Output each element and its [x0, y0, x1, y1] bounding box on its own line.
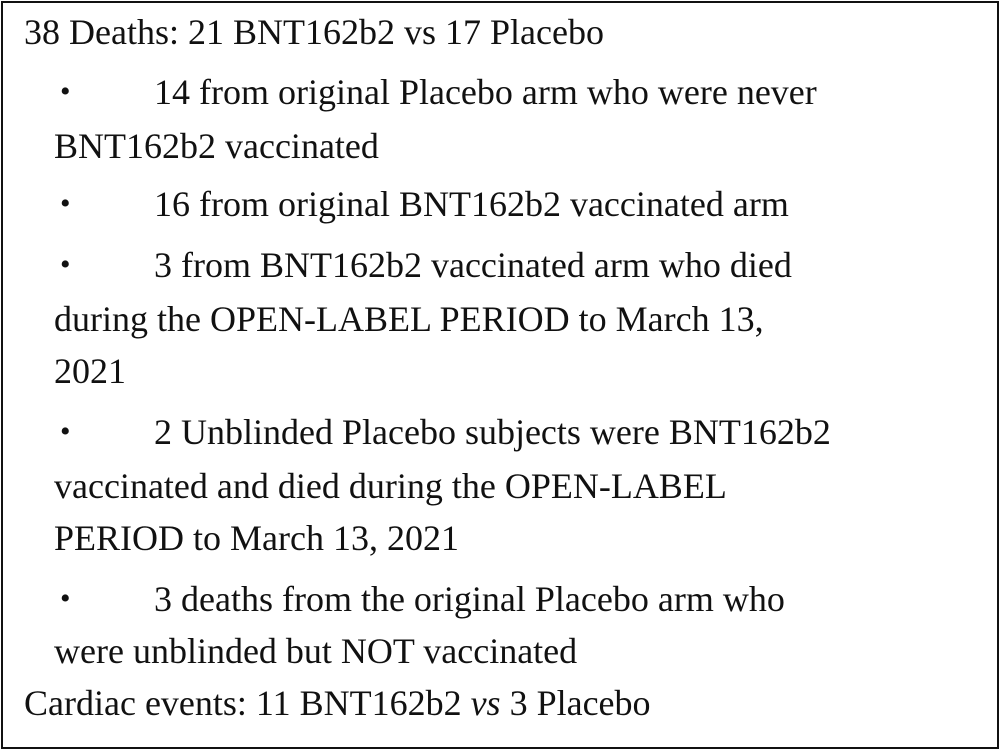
bullet-1-line-2: BNT162b2 vaccinated: [54, 126, 379, 166]
cardiac-events-vs: vs: [470, 683, 501, 723]
bullet-3-line-1: 3 from BNT162b2 vaccinated arm who died: [154, 245, 792, 285]
bullet-5-line-1: 3 deaths from the original Placebo arm who: [154, 579, 785, 619]
deaths-summary-heading: 38 Deaths: 21 BNT162b2 vs 17 Placebo: [24, 12, 604, 52]
bullet-3-line-2: during the OPEN-LABEL PERIOD to March 13,: [54, 299, 764, 339]
bullet-marker: •: [60, 187, 71, 220]
cardiac-events-prefix: Cardiac events: 11 BNT162b2: [24, 683, 471, 723]
bullet-5-line-2: were unblinded but NOT vaccinated: [54, 631, 578, 671]
bullet-4-line-3: PERIOD to March 13, 2021: [54, 518, 459, 558]
bullet-1-line-1: 14 from original Placebo arm who were never: [154, 72, 817, 112]
bullet-3-line-3: 2021: [54, 351, 126, 391]
bullet-4-line-2: vaccinated and died during the OPEN-LABEL: [54, 466, 727, 506]
bullet-marker: •: [60, 248, 71, 281]
cardiac-events-line: [24, 683, 651, 723]
bullet-marker: •: [60, 415, 71, 448]
bullet-marker: •: [60, 75, 71, 108]
bullet-marker: •: [60, 582, 71, 615]
cardiac-events-suffix: 3 Placebo: [500, 683, 651, 723]
bullet-2-line-1: 16 from original BNT162b2 vaccinated arm: [154, 184, 789, 224]
bullet-4-line-1: 2 Unblinded Placebo subjects were BNT162b2: [154, 412, 831, 452]
